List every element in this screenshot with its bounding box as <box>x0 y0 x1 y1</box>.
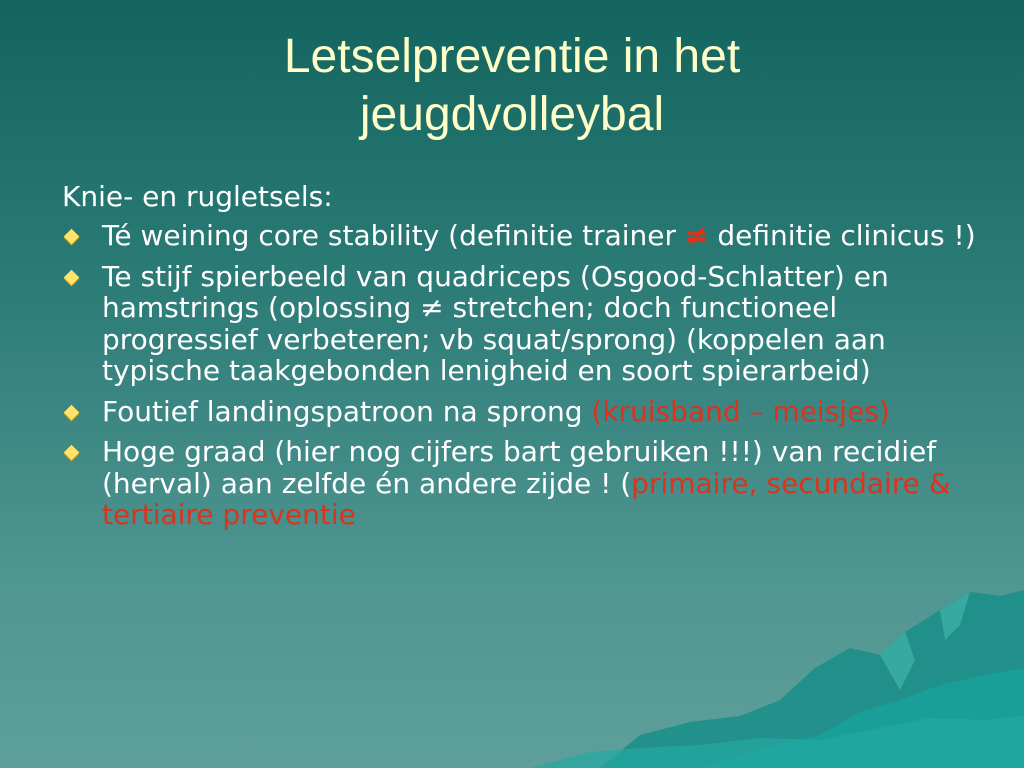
diamond-bullet-icon <box>64 229 80 245</box>
bullet-text-continuation: definitie clinicus !) <box>708 219 976 252</box>
bullet-item-spierbeeld <box>62 261 982 387</box>
diamond-bullet-icon <box>64 445 80 461</box>
slide-title <box>60 28 964 144</box>
preventie-highlight: primaire, secundaire & tertiaire preventie <box>102 466 951 531</box>
bullet-text: Té weining core stability (definitie trainer <box>102 219 685 252</box>
bullet-text: Foutief landingspatroon na sprong <box>102 394 592 428</box>
title-line-1: Letselpreventie in het <box>283 30 741 83</box>
intro-heading: Knie- en rugletsels: <box>62 180 333 213</box>
bullet-item-landingspatroon <box>62 396 982 428</box>
bullet-list <box>62 219 976 531</box>
diamond-bullet-icon <box>64 404 80 420</box>
diamond-bullet-icon <box>64 269 80 285</box>
kruisband-highlight: (kruisband – meisjes) <box>591 394 890 428</box>
not-equal-highlight: ≠ <box>684 219 709 252</box>
slide-body <box>62 180 976 540</box>
bullet-text: Te stijf spierbeeld van quadriceps (Osgood-Schlatter) en hamstrings (oplossing ≠ stretchen; doch functioneel progressief verbeteren; vb squat/sprong) (koppelen aan typische taakgebonden lenigheid en soort spierarbeid) <box>102 259 889 387</box>
bullet-item-recidief <box>62 436 982 531</box>
bullet-text: Hoge graad (hier nog cijfers bart gebruiken !!!) van recidief (herval) aan zelfde én andere zijde ! ( <box>102 435 937 500</box>
title-line-2: jeugdvolleybal <box>359 88 665 141</box>
bullet-item-core-stability <box>62 220 982 252</box>
